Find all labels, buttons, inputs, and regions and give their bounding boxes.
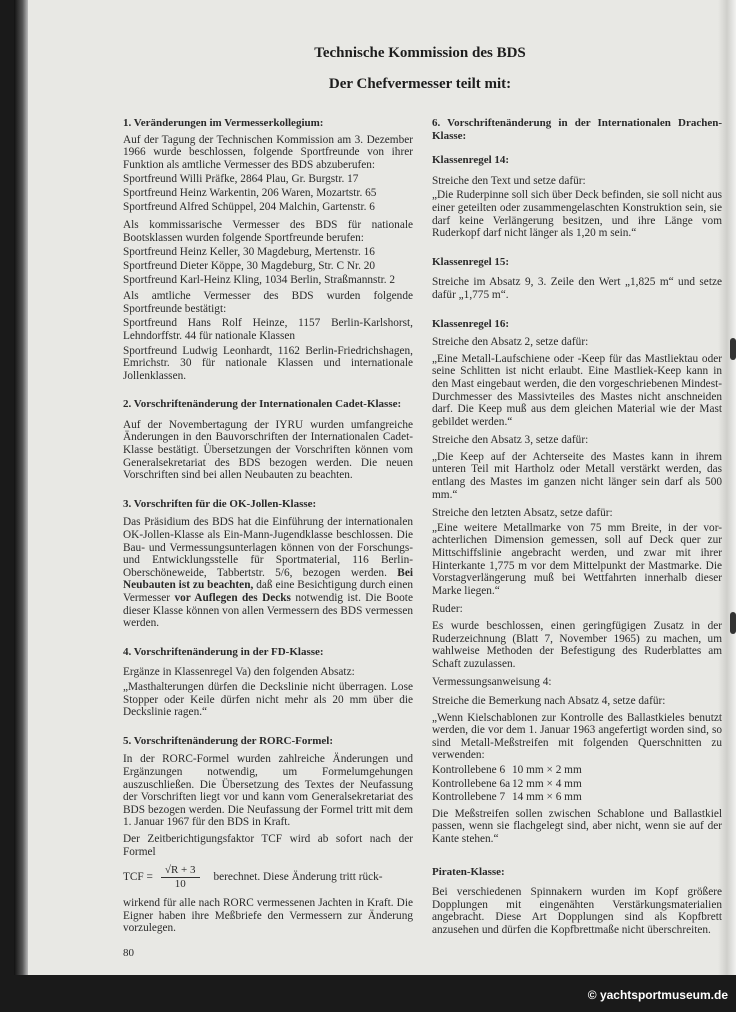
quote: „Masthalterungen dürfen die Deckslinie nicht überragen. Lose Stopper oder Keile dürfen nicht mehr als 20 mm über die Deckslinie ragen.“ bbox=[123, 680, 413, 719]
paragraph: Auf der Tagung der Technischen Kommission am 3. Dezember 1966 wurde beschlossen, folgende Sportfreunde von ihrer Funktion als amtliche Vermesser des BDS abzuberufen: bbox=[123, 133, 413, 171]
paragraph: Der Zeitberichtigungsfaktor TCF wird ab sofort nach der Formel bbox=[123, 832, 413, 858]
measurement-row bbox=[432, 764, 722, 777]
page-subtitle: Der Chefvermesser teilt mit: bbox=[328, 76, 512, 92]
paragraph: Streiche den Absatz 3, setze dafür: bbox=[432, 434, 589, 447]
row-label: Kontrollebene 6a bbox=[432, 777, 511, 790]
name-entry: Sportfreund Heinz Keller, 30 Magdeburg, Mertenstr. 16 bbox=[123, 246, 375, 259]
text-run: daß eine Besichtigung durch einen Vermesser bbox=[123, 579, 413, 604]
left-column bbox=[123, 117, 413, 959]
quote: „Eine Metall-Laufschiene oder -Keep für das Mastliektau oder seine Schlitten ist nicht erlaubt. Eine Mastliek-Keep kann in den Mast eingebaut werden, die den vorgeschriebenen Mindest-Durchmesser des Massivteiles des Mastes nicht anschneiden darf. Die Keep muß aus dem gleichen Material wie der Mast gebildet werden.“ bbox=[432, 352, 722, 428]
formula-denominator: 10 bbox=[174, 878, 186, 891]
row-value: 14 mm × 6 mm bbox=[512, 791, 582, 804]
name-entry: Sportfreund Willi Präfke, 2864 Plau, Gr. Burgstr. 17 bbox=[123, 173, 359, 186]
name-entry: Sportfreund Ludwig Leonhardt, 1162 Berlin-Friedrichshagen, Emrichstr. 30 für nationale Klassen und internationale Jollenklassen. bbox=[123, 344, 413, 382]
section-heading: 3. Vorschriften für die OK-Jollen-Klasse: bbox=[123, 497, 317, 510]
bold-run: Bei Neubauten ist zu beachten, bbox=[123, 566, 413, 592]
bold-run: vor Auflegen des Decks bbox=[174, 592, 291, 604]
paragraph bbox=[123, 516, 413, 629]
paragraph: Es wurde beschlossen, einen geringfügigen Zusatz in der Ruderzeichnung (Blatt 7, November 1965) zu machen, um wahlweise Methoden der Befestigung des Ruderblattes am Schaft zuzulassen. bbox=[432, 620, 722, 670]
quote: „Wenn Kielschablonen zur Kontrolle des Ballastkieles benutzt werden, die vor dem 1. Januar 1963 angefertigt worden sind, so sind Metall-Meßstreifen mit folgenden Querschnitten zu verwenden: bbox=[432, 711, 722, 762]
row-value: 12 mm × 4 mm bbox=[512, 777, 582, 790]
paragraph: In der RORC-Formel wurden zahlreiche Änderungen und Ergänzungen notwendig, um Formelumgehungen auszuschließen. Die Übersetzung des Textes der Neufassung der Vorschriften liegt vor und kann vom Generalsekretariat des BDS bezogen werden. Die Neufassung der Formel tritt mit dem 1. Januar 1967 für den BDS in Kraft. bbox=[123, 753, 413, 829]
name-entry: Sportfreund Hans Rolf Heinze, 1157 Berlin-Karlshorst, Lehndorffstr. 44 für nationale Klassen bbox=[123, 317, 413, 342]
row-value: 10 mm × 2 mm bbox=[512, 763, 582, 776]
watermark: © yachtsportmuseum.de bbox=[587, 988, 728, 1002]
name-entry: Sportfreund Dieter Köppe, 30 Magdeburg, Str. C Nr. 20 bbox=[123, 259, 376, 272]
paragraph: Bei verschiedenen Spinnakern wurden im Kopf größere Dopplungen mit eingenähten Verstärkungsmaterialien angebracht. Diese Art Dopplungen sind als Kopfbrett anzusehen und dürfen die Kopfbrettmaße nicht überschreiten. bbox=[432, 886, 722, 936]
subheading: Piraten-Klasse: bbox=[432, 865, 505, 878]
paragraph: Als amtliche Vermesser des BDS wurden folgende Sportfreunde bestätigt: bbox=[123, 290, 413, 315]
right-column bbox=[432, 117, 722, 936]
quote: „Eine weitere Metallmarke von 75 mm Breite, in der vor-achterlichen Dimension gemessen, soll auf Deck quer zur Mittschiffslinie angebracht werden, und zwar mit ihrer Hinterkante 1,775 m vor dem Mittelpunkt der Mastmarke. Die Vorstagverlängerung muß bei Wettfahrten innerhalb dieser Marke liegen.“ bbox=[432, 521, 722, 597]
paragraph: Als kommissarische Vermesser des BDS für nationale Bootsklassen wurden folgende Sportfreunde berufen: bbox=[123, 219, 413, 244]
formula-trailing-text: berechnet. Diese Änderung tritt rück- bbox=[213, 871, 383, 884]
measurement-row bbox=[432, 791, 722, 804]
section-heading: 1. Veränderungen im Vermesserkollegium: bbox=[123, 117, 324, 129]
binding-mark bbox=[730, 612, 736, 634]
subheading: Klassenregel 16: bbox=[432, 317, 510, 330]
paragraph: Ergänze in Klassenregel Va) den folgenden Absatz: bbox=[123, 666, 355, 679]
formula-lhs: TCF = bbox=[123, 871, 153, 884]
tcf-formula bbox=[123, 864, 413, 891]
subheading: Klassenregel 15: bbox=[432, 255, 510, 268]
section-heading: 6. Vorschriftenänderung in der Internationalen Drachen-Klasse: bbox=[432, 117, 722, 142]
subheading: Vermessungsanweisung 4: bbox=[432, 676, 552, 689]
subheading: Klassenregel 14: bbox=[432, 154, 510, 167]
page-title: Technische Kommission des BDS bbox=[314, 45, 526, 61]
name-entry: Sportfreund Alfred Schüppel, 204 Malchin, Gartenstr. 6 bbox=[123, 200, 375, 213]
paragraph: Streiche den Text und setze dafür: bbox=[432, 174, 586, 187]
section-heading: 4. Vorschriftenänderung in der FD-Klasse: bbox=[123, 645, 324, 658]
paragraph: wirkend für alle nach RORC vermessenen Jachten in Kraft. Die Eigner haben ihre Meßbriefe den Vermessern zur Änderung vorzulegen. bbox=[123, 897, 413, 935]
paragraph: Streiche den Absatz 2, setze dafür: bbox=[432, 336, 589, 349]
text-run: notwendig ist. Die Boote dieser Klasse können von allen Vermessern des BDS vermessen werden. bbox=[123, 592, 413, 630]
paragraph: Streiche im Absatz 9, 3. Zeile den Wert „1,825 m“ und setze dafür „1,775 m“. bbox=[432, 276, 722, 301]
section-heading: 5. Vorschriftenänderung der RORC-Formel: bbox=[123, 734, 333, 747]
subheading: Ruder: bbox=[432, 603, 463, 616]
page-number: 80 bbox=[123, 946, 134, 959]
measurement-row bbox=[432, 778, 722, 791]
book-spine-shadow bbox=[14, 0, 28, 975]
quote: „Die Ruderpinne soll sich über Deck befinden, sie soll nicht aus einer geteilten oder zusammengelaschten Konstruktion sein, sie darf keine Verlängerung besitzen, und ihre Länge vom Ruderkopf darf nicht länger als 1,20 m sein.“ bbox=[432, 189, 722, 240]
binding-mark bbox=[730, 338, 736, 360]
row-label: Kontrollebene 7 bbox=[432, 791, 506, 804]
formula-numerator: √R + 3 bbox=[161, 864, 200, 878]
paragraph: Streiche die Bemerkung nach Absatz 4, setze dafür: bbox=[432, 694, 666, 707]
text-run: Das Präsidium des BDS hat die Einführung der internationalen OK-Jollen-Klasse als Ein-Mann-Jugendklasse beschlossen. Die Bau- und Vermessungsunterlagen können von der Forschungs- und Entwicklungsstelle für Sportmaterial, 116 Berlin-Oberschöneweide, Tabbertstr. 5/6, bezogen werden. bbox=[123, 516, 413, 579]
name-entry: Sportfreund Heinz Warkentin, 206 Waren, Mozartstr. 65 bbox=[123, 186, 377, 199]
quote: „Die Keep auf der Achterseite des Mastes kann in ihrem unteren Teil mit Hartholz oder Metall verstärkt werden, das entlang des Mastes im ganzen nicht länger sein darf als 500 mm.“ bbox=[432, 450, 722, 501]
paragraph: Auf der Novembertagung der IYRU wurden umfangreiche Änderungen in den Bauvorschriften der Internationalen Cadet-Klasse bestätigt. Übersetzungen der Vorschriften können vom Generalsekretariat des BDS bezogen werden. Die neuen Vorschriften sind bei allen Neubauten zu beachten. bbox=[123, 418, 413, 482]
formula-fraction bbox=[161, 864, 200, 891]
paragraph: Die Meßstreifen sollen zwischen Schablone und Ballastkiel passen, wenn sie flachgelegt sind, aber nicht, wenn sie auf der Kante stehen.“ bbox=[432, 807, 722, 845]
row-label: Kontrollebene 6 bbox=[432, 763, 506, 776]
name-entry: Sportfreund Karl-Heinz Kling, 1034 Berlin, Straßmannstr. 2 bbox=[123, 273, 396, 286]
paragraph: Streiche den letzten Absatz, setze dafür: bbox=[432, 507, 613, 520]
section-heading: 2. Vorschriftenänderung der Internationalen Cadet-Klasse: bbox=[123, 398, 402, 411]
